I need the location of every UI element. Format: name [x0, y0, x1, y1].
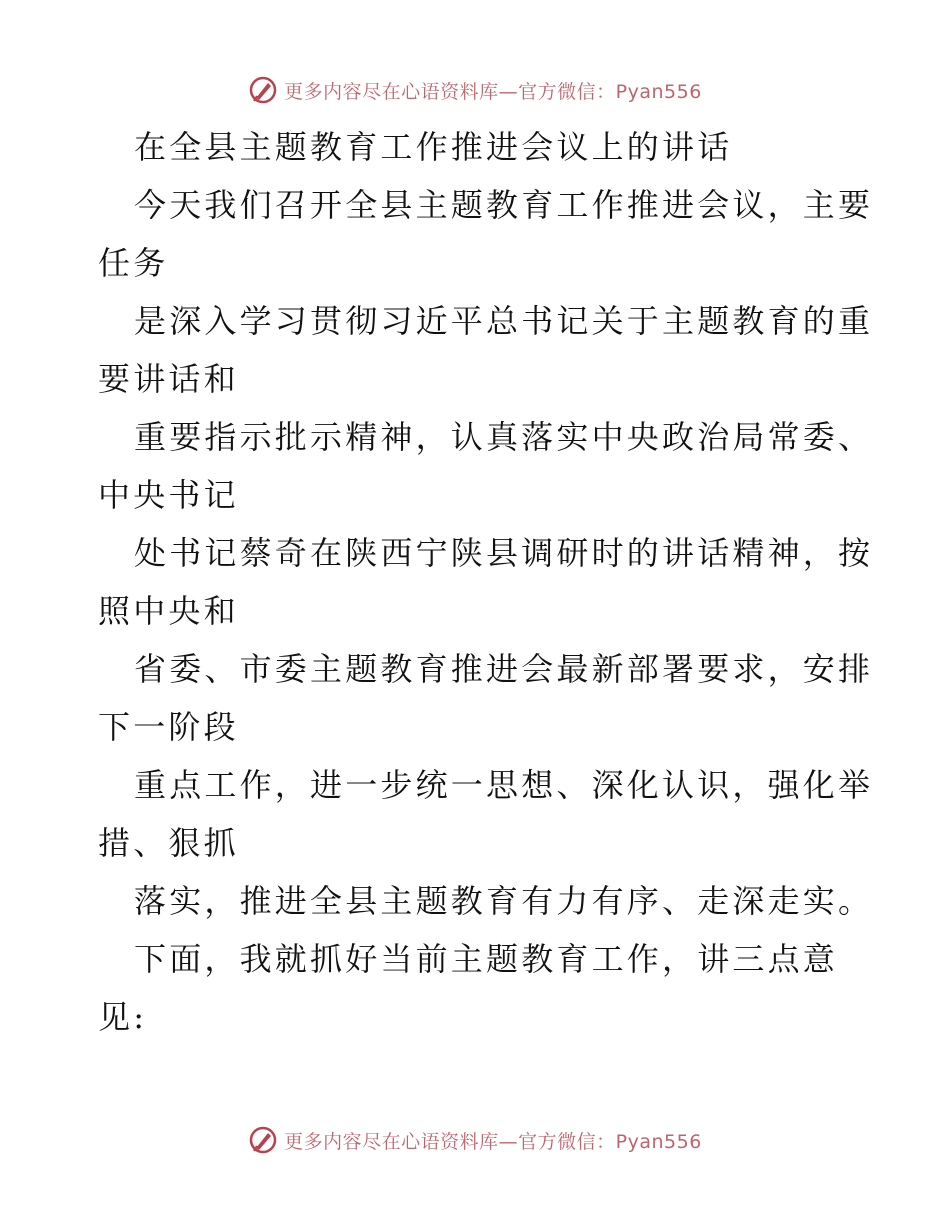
paragraph-line: 照中央和: [98, 592, 239, 630]
quill-pen-circle-icon: [248, 1125, 278, 1155]
paragraph-line: 重要指示批示精神，认真落实中央政治局常委、: [134, 418, 874, 456]
paragraph-line: 中央书记: [98, 476, 239, 514]
quill-pen-circle-icon: [248, 75, 278, 105]
paragraph-line: 下一阶段: [98, 708, 239, 746]
header-watermark: [0, 70, 950, 110]
paragraph-line: 措、狠抓: [98, 824, 239, 862]
paragraph-line: 处书记蔡奇在陕西宁陕县调研时的讲话精神，按: [134, 534, 874, 572]
watermark-text: 更多内容尽在心语资料库—官方微信：Pyan556: [284, 80, 702, 103]
paragraph-line: 落实，推进全县主题教育有力有序、走深走实。: [134, 882, 874, 920]
paragraph-line: 重点工作，进一步统一思想、深化认识，强化举: [134, 766, 874, 804]
footer-watermark: [0, 1120, 950, 1160]
paragraph-line: 要讲话和: [98, 360, 239, 398]
document-title: 在全县主题教育工作推进会议上的讲话: [134, 128, 733, 166]
paragraph-line: 下面，我就抓好当前主题教育工作，讲三点意: [134, 940, 839, 978]
paragraph-line: 见:: [98, 998, 148, 1036]
paragraph-line: 今天我们召开全县主题教育工作推进会议，主要: [134, 186, 874, 224]
paragraph-line: 任务: [98, 244, 169, 282]
paragraph-line: 省委、市委主题教育推进会最新部署要求，安排: [134, 650, 874, 688]
paragraph-line: 是深入学习贯彻习近平总书记关于主题教育的重: [134, 302, 874, 340]
watermark-text: 更多内容尽在心语资料库—官方微信：Pyan556: [284, 1130, 702, 1153]
document-body: [98, 118, 874, 1046]
